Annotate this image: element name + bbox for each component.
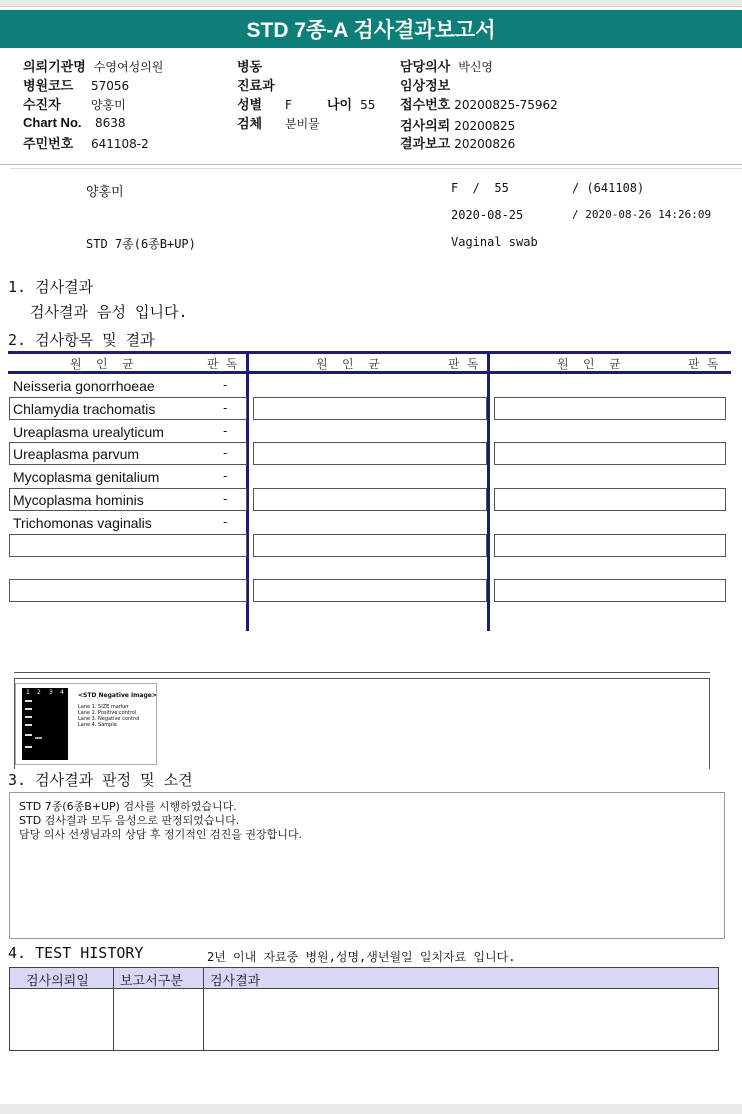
test-name: STD 7종(6종B+UP) [86,237,196,251]
pathogen-result: - [223,515,228,529]
image-top-rule [14,672,710,673]
gel-band [25,746,32,748]
opinion-line: STD 검사결과 모두 음성으로 판정되었습니다. [19,814,240,827]
lane-number: 3 [49,689,53,696]
history-note: 2년 이내 자료중 병원,성명,생년월일 일치자료 입니다. [207,950,516,964]
gel-lane-label: Lane 3. Negative control [78,716,140,722]
row-box [9,534,247,557]
header-divider-2 [10,168,742,169]
opinion-box [9,792,725,939]
doctor-field: 담당의사 박신영 [400,59,494,74]
gel-band [35,737,42,739]
history-table-header [10,968,718,989]
history-col-divider [203,968,204,1050]
pathogen-result: - [223,469,228,483]
col-header-result-3: 판 독 [688,357,719,371]
row-box [253,534,487,557]
pathogen-result: - [223,492,228,506]
sex-field: 성별 F [237,97,292,112]
row-box [9,579,247,602]
history-col-divider [113,968,114,1050]
patient-birth: / (641108) [572,181,645,195]
gel-electrophoresis-image [15,683,157,765]
gel-lane-label: Lane 4. Sample [78,722,117,728]
clinical-info-field: 임상정보 [400,78,451,93]
gel-caption: <STD Negative Image> [78,692,157,699]
patient-field: 수진자 양홍미 [23,97,126,112]
opinion-line: 담당 의사 선생님과의 상담 후 정기적인 검진을 권장합니다. [19,828,302,841]
bottom-strip [0,1104,742,1114]
history-col-report-type: 보고서구분 [120,974,183,989]
gel-band [25,716,32,718]
section2-title: 2. 검사항목 및 결과 [8,331,155,349]
history-col-request-date: 검사의뢰일 [26,974,89,989]
gel-band [25,708,32,710]
hospital-field: 의뢰기관명 수영여성의원 [23,59,164,74]
col-header-pathogen-2: 원 인 균 [316,357,380,371]
report-date-field: 결과보고 20200826 [400,136,516,151]
receipt-field: 접수번호 20200825-75962 [400,97,558,112]
lane-number: 4 [60,689,64,696]
report-title: STD 7종-A 검사결과보고서 [0,10,742,48]
report-datetime: / 2020-08-26 14:26:09 [572,208,712,221]
top-strip [0,0,742,7]
section1-result-text: 검사결과 음성 입니다. [30,303,188,321]
pathogen-name: Trichomonas vaginalis [13,515,152,531]
pathogen-name: Mycoplasma genitalium [13,469,160,485]
row-box [253,579,487,602]
row-box [494,534,726,557]
col-header-result-1: 판 독 [207,357,238,371]
header-divider [0,164,742,165]
pathogen-result: - [223,378,228,392]
row-box [494,442,726,465]
row-box [494,397,726,420]
hospital-code-field: 병원코드 57056 [23,78,130,93]
history-table [9,967,719,1051]
gel-band [25,734,32,736]
pathogen-result: - [223,424,228,438]
patient-sex-age: F / 55 [451,181,509,195]
pathogen-name: Mycoplasma hominis [13,492,144,508]
ward-field: 병동 [237,59,263,74]
pathogen-name: Ureaplasma urealyticum [13,424,164,440]
col-header-pathogen-1: 원 인 균 [70,357,134,371]
dept-field: 진료과 [237,78,275,93]
age-field: 나이 55 [327,97,376,112]
patient-name: 양홍미 [86,185,124,200]
row-box [253,488,487,511]
history-col-result: 검사결과 [210,974,261,989]
row-box [253,442,487,465]
gel-band [25,700,32,702]
pathogen-name: Neisseria gonorrhoeae [13,378,155,394]
section1-title: 1. 검사결과 [8,278,94,296]
request-date-field: 검사의뢰 20200825 [400,118,516,133]
gel-lane-label: Lane 1. SIZE marker [78,704,129,710]
table-top-rule [8,351,731,354]
chart-field: Chart No. 8638 [23,115,126,130]
request-date: 2020-08-25 [451,208,524,222]
specimen-field: 검체 분비물 [237,116,320,131]
row-box [494,488,726,511]
id-field: 주민번호 641108-2 [23,136,149,151]
gel-band [25,724,32,726]
col-header-result-2: 판 독 [448,357,479,371]
row-box [494,579,726,602]
col-header-pathogen-3: 원 인 균 [557,357,621,371]
pathogen-name: Chlamydia trachomatis [13,401,156,417]
gel-panel [22,688,68,760]
specimen-type: Vaginal swab [451,235,538,249]
pathogen-result: - [223,401,228,415]
lane-number: 1 [26,689,30,696]
table-col-divider-2 [487,351,490,631]
row-box [253,397,487,420]
opinion-line: STD 7종(6종B+UP) 검사를 시행하였습니다. [19,800,237,813]
lane-number: 2 [37,689,41,696]
gel-lane-label: Lane 2. Positive control [78,710,137,716]
pathogen-name: Ureaplasma parvum [13,446,140,462]
pathogen-result: - [223,446,228,460]
section4-title: 4. TEST HISTORY [8,944,144,962]
section3-title: 3. 검사결과 판정 및 소견 [8,771,193,789]
